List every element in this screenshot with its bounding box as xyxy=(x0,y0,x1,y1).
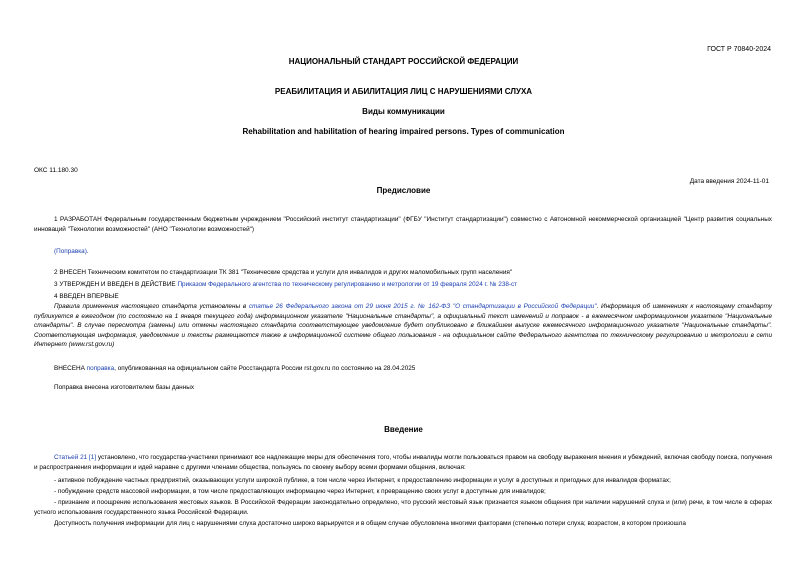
preface-item-1: 1 РАЗРАБОТАН Федеральным государственным бюджетным учреждением "Российский институт стандартизации" (ФГБУ "Институт стандартизации") совместно с Автономной некоммерческой организацией "Центр развития социальных инноваций "Технологии возможностей" (АНО "Технологии возможностей") xyxy=(34,216,772,233)
amendment-included xyxy=(54,364,415,374)
preface-heading: Предисловие xyxy=(376,186,431,195)
intro-paragraph-2: Доступность получения информации для лиц с нарушениями слуха достаточно широко варьируется и в общем случае обусловлена многими факторами (степенью потери слуха; возрастом, в котором произошла xyxy=(54,520,686,527)
intro-date: Дата введения 2024-11-01 xyxy=(689,178,769,185)
standard-title: НАЦИОНАЛЬНЫЙ СТАНДАРТ РОССИЙСКОЙ ФЕДЕРАЦИИ xyxy=(288,57,519,66)
included-prefix: ВНЕСЕНА xyxy=(54,365,87,372)
order-link[interactable]: Приказом Федерального агентства по техническому регулированию и метрологии от 19 февраля 2024 г. № 238-ст xyxy=(177,281,518,288)
document-title: РЕАБИЛИТАЦИЯ И АБИЛИТАЦИЯ ЛИЦ С НАРУШЕНИЯМИ СЛУХА xyxy=(274,87,533,96)
gost-number: ГОСТ Р 70840-2024 xyxy=(707,46,771,53)
amendment-link[interactable]: (Поправка) xyxy=(54,248,87,255)
amendment-tail: . xyxy=(86,248,89,255)
intro-paragraph-1 xyxy=(34,453,772,472)
english-title: Rehabilitation and habilitation of hearing impaired persons. Types of communication xyxy=(242,127,565,136)
intro-bullet-2: - побуждение средств массовой информации, в том числе предоставляющих информацию через Интернет, к превращению своих услуг в доступные для инвалидов; xyxy=(54,488,546,495)
law-link[interactable]: статье 26 Федерального закона от 29 июня 2015 г. № 162-ФЗ "О стандартизации в Российской Федерации" xyxy=(248,303,597,310)
item-3-prefix: 3 УТВЕРЖДЕН И ВВЕДЕН В ДЕЙСТВИЕ xyxy=(54,281,178,288)
intro-bullet-1: - активное побуждение частных предприятий, оказывающих услуги широкой публике, в том числе через Интернет, к предоставлению информации и услуг в доступных и пригодных для инвалидов форматах; xyxy=(54,477,671,484)
preface-item-3 xyxy=(54,280,517,290)
rules-suffix: . Информация об изменениях к настоящему стандарту публикуется в ежегодном (по состоянию на 1 января текущего года) информационном указателе "Национальные стандарты", а официальный текст изменений и поправок - в ежемесячном информационном указателе "Национальные стандарты". В случае пересмотра (замены) или отмены настоящего стандарта соответствующее уведомление будет опубликовано в ближайшем выпуске ежемесячного информационного указателя "Национальные стандарты". Соответствующая информация, уведомление и тексты размещаются также в информационной системе общего пользования - на официальном сайте Федерального агентства по техническому регулированию и метрологии в сети Интернет (www.rst.gov.ru) xyxy=(34,303,772,349)
document-subtitle: Виды коммуникации xyxy=(362,107,445,116)
introduction-heading: Введение xyxy=(384,425,423,434)
preface-item-4: 4 ВВЕДЕН ВПЕРВЫЕ xyxy=(54,293,119,300)
preface-item-2: 2 ВНЕСЕН Техническим комитетом по стандартизации ТК 381 "Технические средства и услуги для инвалидов и других маломобильных групп населения" xyxy=(54,269,513,276)
rules-prefix: Правила применения настоящего стандарта установлены в xyxy=(54,303,249,310)
article-21-link[interactable]: Статьей 21 xyxy=(54,454,88,461)
rules-paragraph xyxy=(34,302,772,350)
oks-code: ОКС 11.180.30 xyxy=(34,167,78,174)
amendment-line xyxy=(54,247,89,257)
correction-link[interactable]: поправка xyxy=(86,365,115,372)
amendment-by-db: Поправка внесена изготовителем базы данных xyxy=(54,384,195,391)
intro-bullet-3: - признание и поощрение использования жестовых языков. В Российской Федерации законодательно определено, что русский жестовый язык признается языком общения при наличии нарушений слуха и (или) речи, в том числе в сферах устного использования государственного языка Российской Федерации. xyxy=(34,499,772,516)
included-suffix: , опубликованная на официальном сайте Росстандарта России rst.gov.ru по состоянию на 28.04.2025 xyxy=(114,365,416,372)
intro-p1-text: установлено, что государства-участники принимают все надлежащие меры для обеспечения того, чтобы инвалиды могли пользоваться правом на свободу выражения мнения и убеждений, включая свободу поиска, получения и распространения информации и идей наравне с другими членами общества, пользуясь по своему выбору всеми формами общения, включая: xyxy=(34,454,772,471)
reference-1-link[interactable]: [1] xyxy=(87,454,97,461)
